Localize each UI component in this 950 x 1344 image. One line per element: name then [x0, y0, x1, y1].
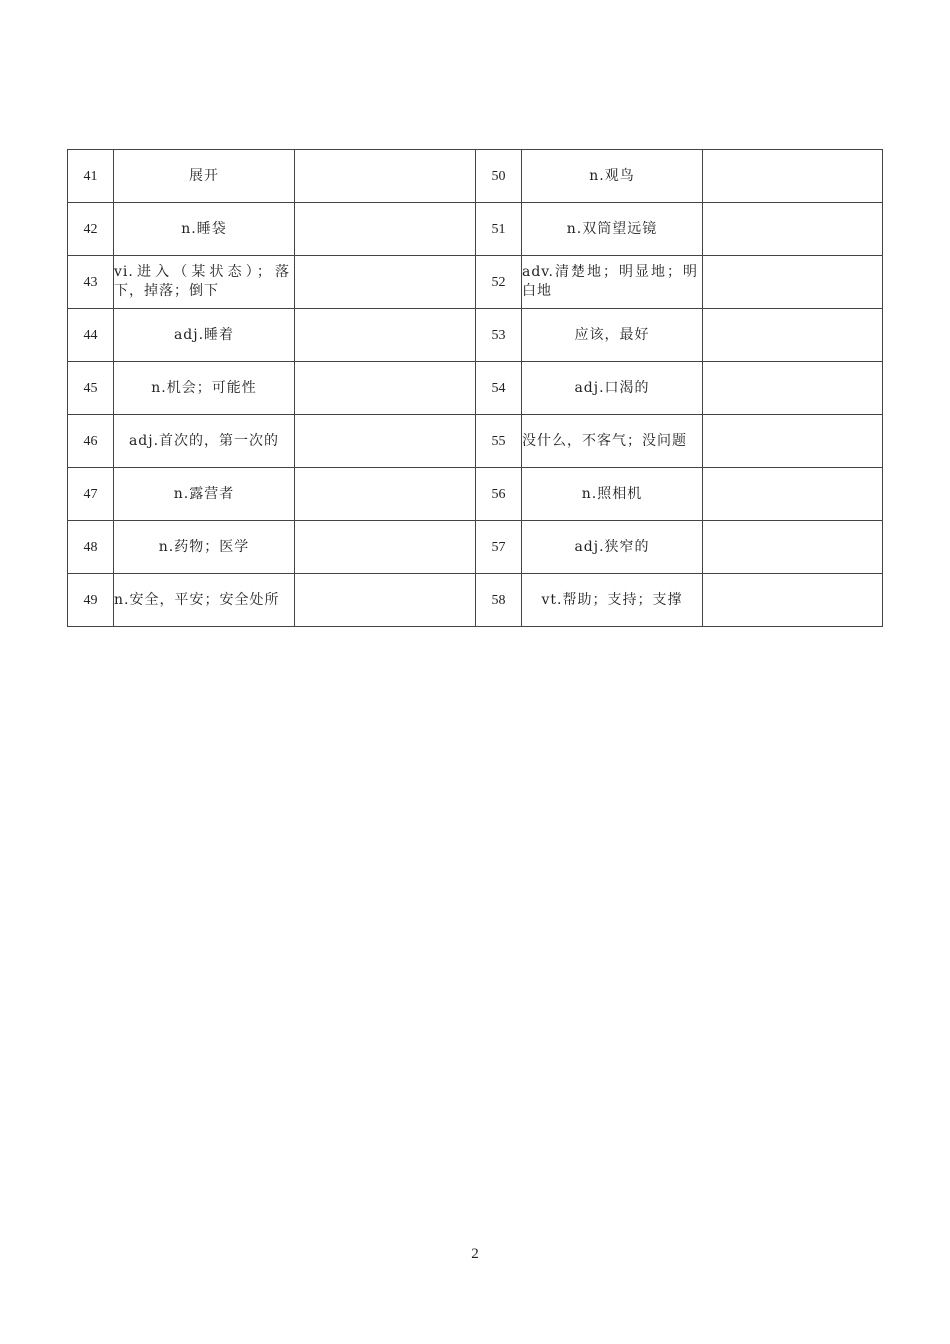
answer-cell[interactable] [703, 256, 883, 309]
table-row [68, 256, 883, 309]
item-number: 53 [476, 309, 522, 362]
answer-cell[interactable] [703, 150, 883, 203]
item-meaning: n.观鸟 [522, 150, 703, 203]
answer-cell[interactable] [703, 203, 883, 256]
item-number: 45 [68, 362, 114, 415]
item-number: 55 [476, 415, 522, 468]
table-row [68, 309, 883, 362]
item-meaning: n.露营者 [114, 468, 295, 521]
item-meaning: n.睡袋 [114, 203, 295, 256]
answer-cell[interactable] [295, 309, 476, 362]
item-number: 44 [68, 309, 114, 362]
answer-cell[interactable] [703, 362, 883, 415]
table-row [68, 574, 883, 627]
item-number: 58 [476, 574, 522, 627]
item-meaning: adj.首次的，第一次的 [114, 415, 295, 468]
item-number: 41 [68, 150, 114, 203]
item-number: 50 [476, 150, 522, 203]
item-meaning: vi.进入（某状态）；落下，掉落；倒下 [114, 256, 295, 309]
item-meaning: 应该，最好 [522, 309, 703, 362]
answer-cell[interactable] [295, 362, 476, 415]
answer-cell[interactable] [703, 468, 883, 521]
answer-cell[interactable] [295, 256, 476, 309]
item-meaning: 展开 [114, 150, 295, 203]
answer-cell[interactable] [295, 468, 476, 521]
vocabulary-table [67, 149, 883, 627]
item-number: 57 [476, 521, 522, 574]
table-row [68, 150, 883, 203]
item-meaning: 没什么，不客气；没问题 [522, 415, 703, 468]
item-number: 42 [68, 203, 114, 256]
item-meaning: n.照相机 [522, 468, 703, 521]
answer-cell[interactable] [703, 415, 883, 468]
answer-cell[interactable] [295, 203, 476, 256]
answer-cell[interactable] [295, 415, 476, 468]
vocabulary-table-body [68, 150, 883, 627]
item-meaning: n.安全，平安；安全处所 [114, 574, 295, 627]
item-meaning: vt.帮助；支持；支撑 [522, 574, 703, 627]
item-meaning: n.机会；可能性 [114, 362, 295, 415]
item-meaning: n.药物；医学 [114, 521, 295, 574]
item-number: 51 [476, 203, 522, 256]
answer-cell[interactable] [703, 574, 883, 627]
item-number: 47 [68, 468, 114, 521]
item-meaning: adj.睡着 [114, 309, 295, 362]
table-row [68, 203, 883, 256]
answer-cell[interactable] [295, 521, 476, 574]
item-number: 43 [68, 256, 114, 309]
item-number: 49 [68, 574, 114, 627]
item-meaning: adv.清楚地；明显地；明白地 [522, 256, 703, 309]
answer-cell[interactable] [703, 521, 883, 574]
item-meaning: adj.狭窄的 [522, 521, 703, 574]
item-number: 56 [476, 468, 522, 521]
answer-cell[interactable] [295, 150, 476, 203]
table-row [68, 521, 883, 574]
page-number: 2 [471, 1246, 479, 1262]
table-row [68, 362, 883, 415]
answer-cell[interactable] [295, 574, 476, 627]
table-row [68, 468, 883, 521]
item-number: 48 [68, 521, 114, 574]
table-row [68, 415, 883, 468]
item-number: 46 [68, 415, 114, 468]
item-number: 54 [476, 362, 522, 415]
answer-cell[interactable] [703, 309, 883, 362]
item-meaning: n.双筒望远镜 [522, 203, 703, 256]
item-meaning: adj.口渴的 [522, 362, 703, 415]
item-number: 52 [476, 256, 522, 309]
